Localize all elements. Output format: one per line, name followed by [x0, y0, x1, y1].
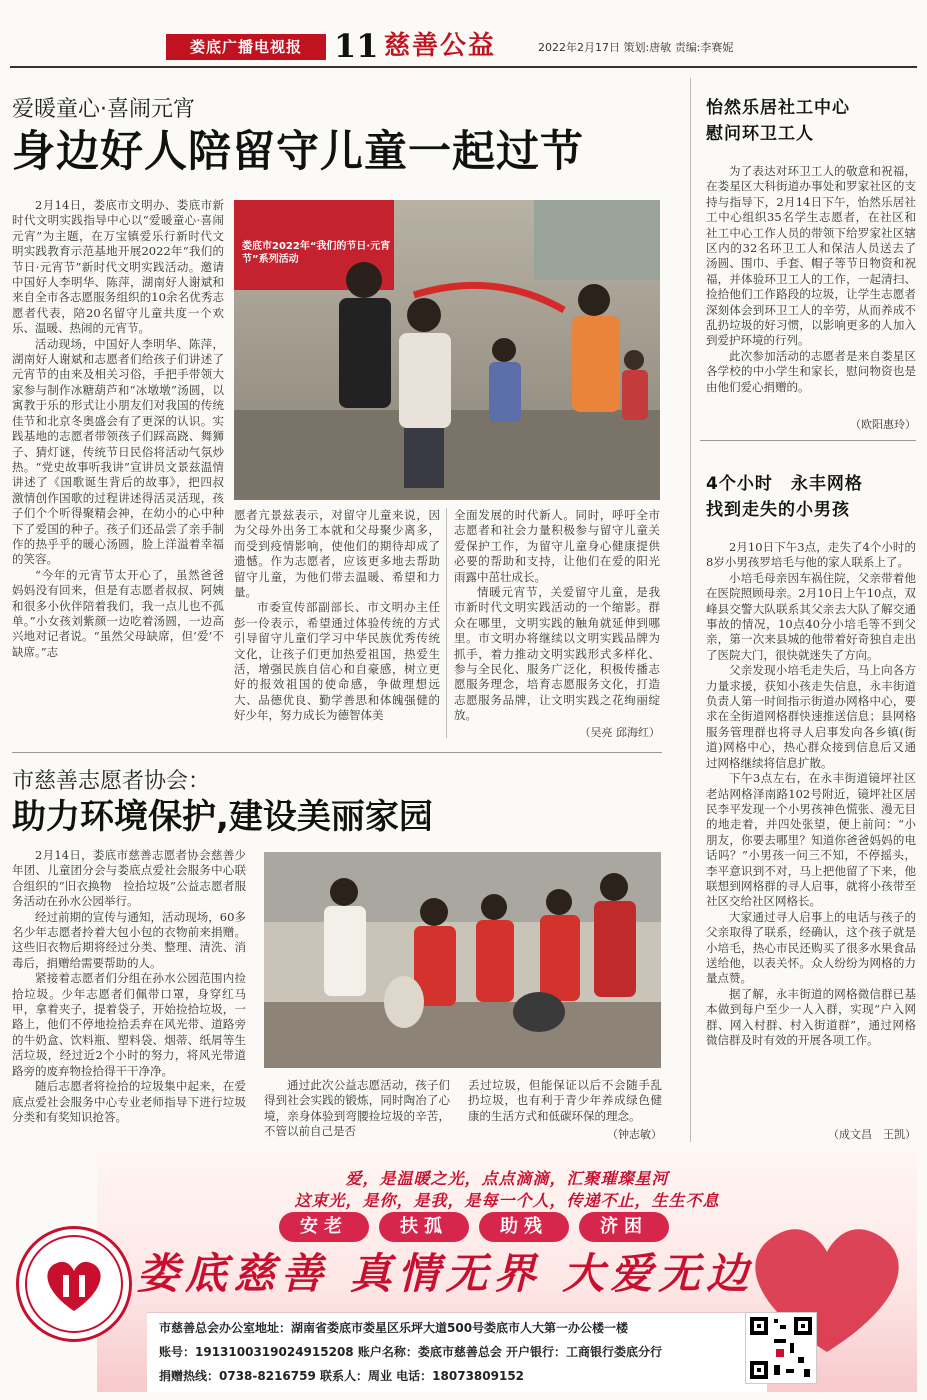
article3-byline: （欧阳惠玲）: [850, 418, 916, 431]
article2-kicker: 市慈善志愿者协会：: [12, 769, 211, 794]
article4-body: 2月10日下午3点，走失了4个小时的8岁小男孩罗培毛与他的家人联系上了。 小培毛母亲因车祸住院，父亲带着他在医院照顾母亲。2月10日上午10点，双峰县交警大队联系其父亲去大队了解交通事故的情况，10点40分小培毛等不到父亲，第一次来县城的他带着好奇独自走出了医院大门，很快就迷失了方向。 父亲发现小培毛走失后，马上向各方力量求援，获知小孩走失信息，永丰街道负责人第一时间指示街道办网格中心，要求在全街道网格群快速推送信息；县网格服务管理群也将寻人启事发向各乡镇(街道)网格中心，热心群众接到信息后又通过网格继续将信息扩散。 下午3点左右，在永丰街道镜坪社区老站网格泽南路102号附近，镜坪社区居民李平发现一个小男孩神色慌张、漫无目的地走着，并四处张望，便上前问：“小朋友，你要去哪里？知道你爸爸妈妈的电话吗？”小男孩一问三不知，不停摇头，李平意识到不对，马上把他留了下来，他联想到网格群的寻人启事，就将小孩带至社区交给社区网格长。 大家通过寻人启事上的电话与孩子的父亲取得了联系，经确认，这个孩子就是小培毛，热心市民还购买了很多水果食品送给他，以表关怀。众人纷纷为网格的力量点赞。 据了解，永丰街道的网格微信群已基本做到每户至少一人入群，实现“户入网群、网入村群、村入街道群”，通过网格微信群及时有效的开展各项工作。: [706, 540, 916, 1047]
paper-name: 娄底广播电视报: [166, 34, 326, 60]
donation-hotline: 捐赠热线：0738-8216759 联系人：周业 电话：18073809152: [159, 1369, 525, 1383]
photo-caption: 娄底市2022年“我们的节日·元宵节”系列活动: [242, 241, 391, 265]
article1-col2: 愿者亢景兹表示，对留守儿童来说，因为父母外出务工本就和父母聚少离多，而受到疫情影响，使他们的期待却成了遗憾。作为志愿者，应该更多地去帮助留守儿童，为他们带去温暖、希望和力量。 市委宣传部副部长、市文明办主任彭一伶表示，希望通过体验传统的方式引导留守儿童们学习中华民族优秀传统文化，让孩子们更加热爱祖国，热爱生活，增强民族自信心和自豪感，树立更好的报效祖国的使命感，争做理想远大、品德优良、勤学善思和体魄强健的好少年，努力成长为德智体美: [234, 508, 440, 723]
section-title: 慈善公益: [384, 31, 497, 61]
banner-line1: 爱，是温暖之光，点点滴滴，汇聚璀璨星河: [345, 1169, 669, 1188]
bank-account: 账号：1913100319024915208 账户名称：娄底市慈善总会 开户银行：工商银行娄底分行: [159, 1345, 663, 1359]
section-divider: [12, 752, 662, 753]
article1-byline: （吴亮 邱海红）: [579, 726, 660, 739]
article2-col2: 通过此次公益志愿活动，孩子们得到社会实践的锻炼，同时陶冶了心境，亲身体验到弯腰捡垃圾的辛苦，不管以前自己是否: [264, 1078, 450, 1139]
article2-headline: 助力环境保护,建设美丽家园: [12, 797, 433, 837]
qr-code-icon: [745, 1312, 817, 1384]
article3-headline-line2: 慰问环卫工人: [706, 124, 814, 144]
article2-col1: 2月14日，娄底市慈善志愿者协会慈善少年团、儿童团分会与娄底点爱社会服务中心联合组织的“旧衣换物 捡拾垃圾”公益志愿者服务活动在孙水公园举行。 经过前期的宣传与通知，活动现场，60多名少年志愿者拎着大包小包的衣物前来捐赠。这些旧衣物后期将经过分类、整理、清洗、消毒后，捐赠给需要帮助的人。 紧接着志愿者们分组在孙水公园范围内捡拾垃圾。少年志愿者们佩带口罩，身穿红马甲，拿着夹子，提着袋子，开始捡拾垃圾，一路上，他们不停地捡拾丢弃在风光带、道路旁的牛奶盒、饮料瓶、塑料袋、烟蒂、纸屑等生活垃圾，经过近2个小时的努力，将风光带道路旁的废弃物捡拾得干干净净。 随后志愿者将捡拾的垃圾集中起来，在爱底点爱社会服务中心专业老师指导下进行垃圾分类和有奖知识抢答。: [12, 848, 246, 1124]
header-rule: [10, 66, 917, 68]
article1-col3: 全面发展的时代新人。同时，呼吁全市志愿者和社会力量积极参与留守儿童关爱保护工作，为留守儿童身心健康提供必要的帮助和支持，让他们在爱的阳光雨露中茁壮成长。 情暖元宵节，关爱留守儿童，是我市新时代文明实践活动的一个缩影。群众在哪里，文明实践的触角就延伸到哪里。市文明办将继续以文明实践品牌为抓手，着力推动文明实践形式多样化、参与全民化、服务广泛化，积极传播志愿服务理念，培育志愿服务文化，打造志愿服务品牌，让文明实践之花绚丽绽放。: [454, 508, 660, 723]
article3-body: 为了表达对环卫工人的敬意和祝福，在娄星区大科街道办事处和罗家社区的支持与指导下，2月14日下午，怡然乐居社工中心组织35名学生志愿者，在社区和社工中心工作人员的带领下给罗家社区辖区内的32名环卫工人和保洁人员送去了汤圆、围巾、手套、帽子等节日物资和祝福，并体验环卫工人的工作，一起清扫、捡拾他们工作路段的垃圾，让学生志愿者深刻体会到环卫工人的辛劳，从而养成不乱扔垃圾的好习惯，以影响更多的人加入到爱护环境的行列。 此次参加活动的志愿者是来自娄星区各学校的中小学生和家长，慰问物资也是由他们爱心捐赠的。: [706, 164, 916, 394]
article1-kicker: 爱暖童心·喜闹元宵: [12, 97, 195, 122]
article1-photo: [234, 200, 660, 500]
pill-anlao: 安老: [279, 1212, 369, 1242]
article4-byline: （成文昌 王凯）: [828, 1128, 916, 1141]
pill-zhucan: 助残: [479, 1212, 569, 1242]
article2-byline: （钟志敏）: [607, 1128, 662, 1141]
pill-jikun: 济困: [579, 1212, 669, 1242]
banner-slogan: 娄底慈善 真情无界 大爱无边: [137, 1249, 755, 1298]
article3-headline-line1: 怡然乐居社工中心: [706, 98, 850, 118]
volunteers-photo: [264, 852, 661, 1068]
article4-headline-line1: 4个小时 永丰网格: [706, 474, 863, 494]
charity-banner: [97, 1152, 917, 1392]
article1-col1: 2月14日，娄底市文明办、娄底市新时代文明实践指导中心以“爱暖童心·喜闹元宵”为主题，在万宝镇爱乐行新时代文明实践教育示范基地开展2022年“我们的节日·元宵节”新时代文明实践活动。邀请中国好人李明华、陈萍，湖南好人谢斌和来自全市各志愿服务组织的10余名优秀志愿者代表，陪20名留守儿童共度一个欢乐、温暖、热闹的元宵节。 活动现场，中国好人李明华、陈萍，湖南好人谢斌和志愿者们给孩子们讲述了元宵节的由来及相关习俗，手把手带领大家参与制作冰糖葫芦和“冰墩墩”汤圆，以寓教于乐的形式让小朋友们对我国的传统佳节和北京冬奥盛会有了更深的认识。实践基地的志愿者带领孩子们踩高跷、舞狮子、猜灯谜，传统节日民俗将活动气氛炒热。“党史故事听我讲”宣讲员文景兹温情讲述了《国歌诞生背后的故事》，把四叔激情创作国歌的过程讲述得活灵活现，孩子们个个听得聚精会神，在幼小的心中种下了爱国的种子。孩子们还品尝了亲手制作的热乎乎的暖心汤圆，脸上洋溢着幸福的笑容。 “今年的元宵节太开心了，虽然爸爸妈妈没有回来，但是有志愿者叔叔、阿姨和很多小伙伴陪着我们，我一点儿也不孤单。”小女孩刘紫颜一边吃着汤圆，一边高兴地对记者说。“虽然父母缺席，但‘爱’不缺席。”志: [12, 198, 224, 659]
page-number: 11: [334, 27, 379, 65]
article1-headline: 身边好人陪留守儿童一起过节: [12, 127, 584, 177]
article2-col3: 丢过垃圾，但能保证以后不会随手乱扔垃圾，也有利于青少年养成绿色健康的生活方式和低碳环保的理念。: [468, 1078, 662, 1123]
section-divider-right: [700, 440, 916, 441]
article4-headline-line2: 找到走失的小男孩: [706, 500, 850, 520]
column-divider: [446, 508, 447, 738]
article2-photo: [264, 852, 661, 1068]
office-address: 市慈善总会办公室地址：湖南省娄底市娄星区乐坪大道500号娄底市人大第一办公楼一楼: [159, 1321, 629, 1335]
pill-fugu: 扶孤: [379, 1212, 469, 1242]
banner-info-bar: [147, 1312, 767, 1392]
right-column-divider: [690, 78, 691, 1142]
charity-logo: [16, 1226, 132, 1342]
banner-line2: 这束光，是你，是我，是每一个人，传递不止，生生不息: [294, 1191, 720, 1210]
header-info: 2022年2月17日 策划:唐敏 责编:李赛妮: [538, 41, 734, 54]
